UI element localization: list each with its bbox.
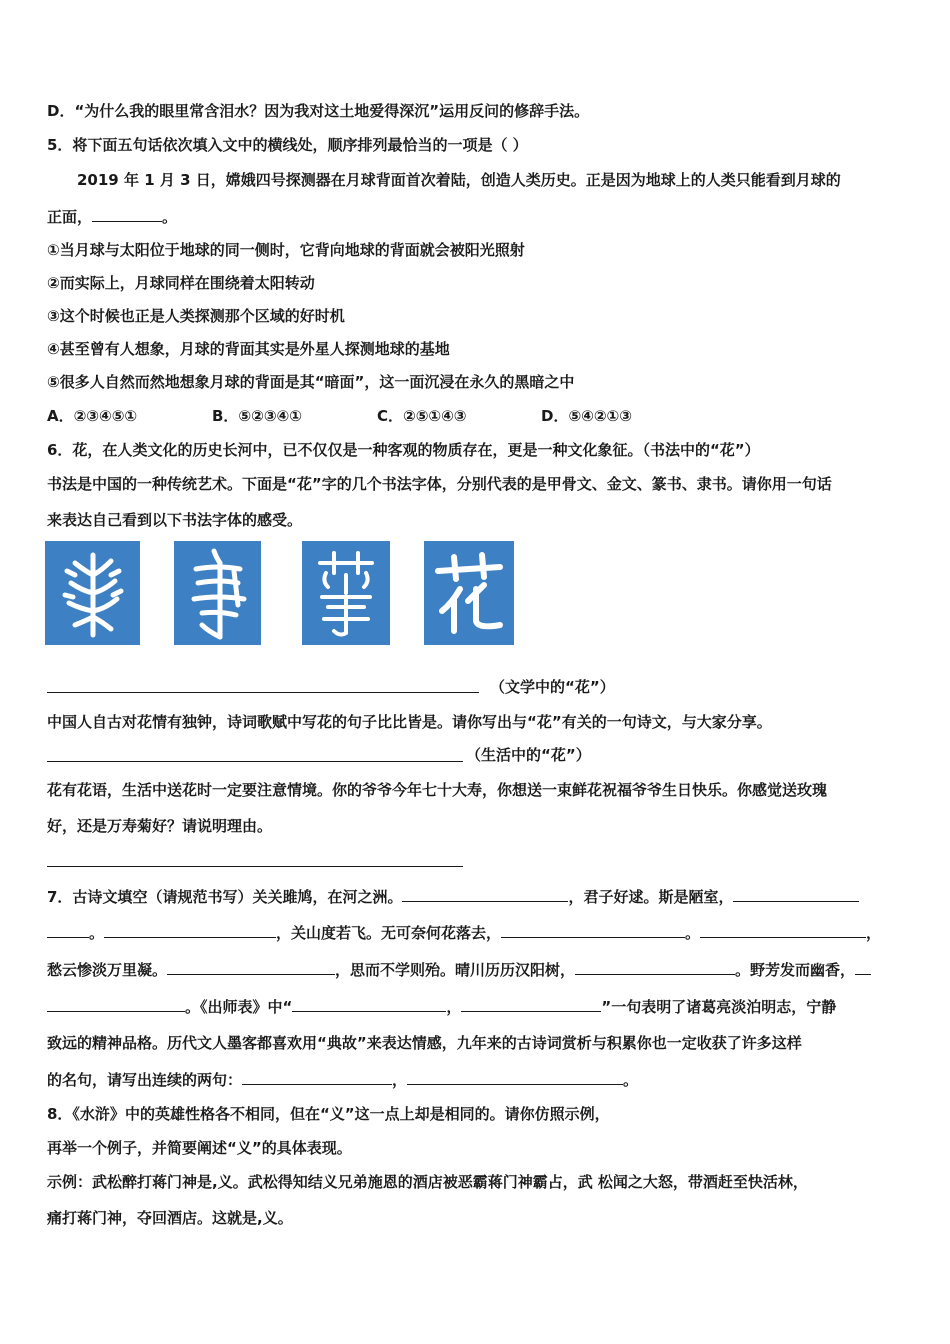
q5-sentence-2: ②而实际上，月球同样在围绕着太阳转动: [47, 274, 315, 292]
q7-l2-d: ，: [866, 924, 882, 942]
q7-l3-c: 。野芳发而幽香，: [735, 961, 856, 979]
q7-blank-10[interactable]: [461, 996, 601, 1012]
q8-stem: 8．《水浒》中的英雄性格各不相同，但在“义”这一点上却是相同的。请你仿照示例，: [47, 1105, 610, 1123]
q7-line5: 致远的精神品格。历代文人墨客都喜欢用“典故”来表达情感，九年来的古诗词赏析与积累你也一定收获了许多这样: [47, 1034, 802, 1052]
q5-option-b[interactable]: B．⑤②③④①: [212, 407, 302, 425]
q7-l3-a: 愁云惨淡万里凝。: [47, 961, 168, 979]
q5-option-c[interactable]: C．②⑤①④③: [377, 407, 467, 425]
oracle-bone-hua-image: [45, 541, 140, 645]
q5-sentence-4: ④甚至曾有人想象，月球的背面其实是外星人探测地球的基地: [47, 340, 450, 358]
q7-line4: [47, 996, 836, 1017]
q7-blank-3[interactable]: [104, 922, 276, 938]
bronze-hua-image: [174, 541, 261, 645]
q6-life-line1: 花有花语，生活中送花时一定要注意情境。你的爷爷今年七十大寿，你想送一束鲜花祝福爷爷生日快乐。你感觉送玫瑰: [47, 781, 828, 799]
q8-example-line1: 示例：武松醉打蒋门神是,义。武松得知结义兄弟施恩的酒店被恶霸蒋门神霸占，武 松闻之大怒，带酒赶至快活林，: [47, 1173, 808, 1191]
q6-life-answer-line[interactable]: [47, 866, 463, 867]
q7-l2-a: 。: [89, 924, 105, 942]
q4-option-d: D．“为什么我的眼里常含泪水？因为我对这土地爱得深沉”运用反问的修辞手法。: [47, 102, 590, 120]
q7-blank-2b[interactable]: [47, 922, 89, 938]
q5-passage-line2: [47, 206, 177, 227]
q7-l4-c: ”一句表明了诸葛亮淡泊明志，宁静: [601, 998, 837, 1016]
q6-calligraphy-line1: 书法是中国的一种传统艺术。下面是“花”字的几个书法字体，分别代表的是甲骨文、金文、篆书、隶书。请你用一句话: [47, 475, 832, 493]
q5-option-d[interactable]: D．⑤④②①③: [541, 407, 632, 425]
q6-life-line2: 好，还是万寿菊好？请说明理由。: [47, 817, 273, 835]
q7-blank-9[interactable]: [292, 996, 446, 1012]
bronze-hua-glyph: [174, 541, 261, 645]
clerical-script-hua-image: [424, 541, 514, 645]
q7-blank-1[interactable]: [402, 886, 568, 902]
q6-life-heading: （生活中的“花”）: [466, 746, 591, 764]
seal-script-hua-glyph: [302, 541, 390, 645]
q8-example-line2: 痛打蒋门神，夺回酒店。这就是,义。: [47, 1209, 293, 1227]
q7-l6-a: 的名句，请写出连续的两句：: [47, 1071, 243, 1089]
q6-literature-answer-line[interactable]: [47, 761, 463, 762]
q6-calligraphy-answer-line[interactable]: [47, 692, 479, 693]
q7-blank-8[interactable]: [855, 959, 871, 975]
q7-l1-b: ，君子好逑。斯是陋室，: [568, 888, 734, 906]
seal-script-hua-image: [302, 541, 390, 645]
q7-l2-c: 。: [685, 924, 701, 942]
q6-literature-heading: （文学中的“花”）: [490, 678, 615, 696]
q5-stem: 5．将下面五句话依次填入文中的横线处，顺序排列最恰当的一项是（ ）: [47, 136, 528, 154]
q5-sentence-3: ③这个时候也正是人类探测那个区域的好时机: [47, 307, 345, 325]
q5-blank[interactable]: [92, 206, 162, 222]
q5-option-a[interactable]: A．②③④⑤①: [47, 407, 138, 425]
q7-blank-2[interactable]: [733, 886, 859, 902]
q7-blank-5[interactable]: [700, 922, 866, 938]
q7-l3-b: ，思而不学则殆。晴川历历汉阳树，: [335, 961, 576, 979]
q5-passage-end: 。: [162, 208, 178, 226]
q7-blank-12[interactable]: [407, 1069, 623, 1085]
q7-blank-8b[interactable]: [47, 996, 185, 1012]
q7-blank-4[interactable]: [501, 922, 685, 938]
q7-blank-7[interactable]: [575, 959, 735, 975]
oracle-bone-hua-glyph: [45, 541, 140, 645]
q7-l4-a: 。《出师表》中“: [185, 998, 293, 1016]
q6-literature-text: 中国人自古对花情有独钟，诗词歌赋中写花的句子比比皆是。请你写出与“花”有关的一句诗文，与大家分享。: [47, 713, 772, 731]
clerical-script-hua-glyph: [424, 541, 514, 645]
q5-passage-start: 正面，: [47, 208, 93, 226]
q7-blank-11[interactable]: [242, 1069, 392, 1085]
q7-l2-b: ，关山度若飞。无可奈何花落去，: [276, 924, 502, 942]
q7-line2: [47, 922, 881, 943]
q7-line3: [47, 959, 871, 980]
q7-line1: [47, 886, 859, 907]
q6-stem: 6．花，在人类文化的历史长河中，已不仅仅是一种客观的物质存在，更是一种文化象征。（书法中的“花”）: [47, 441, 760, 459]
q5-sentence-5: ⑤很多人自然而然地想象月球的背面是其“暗面”，这一面沉浸在永久的黑暗之中: [47, 373, 575, 391]
q8-stem2: 再举一个例子，并简要阐述“义”的具体表现。: [47, 1139, 352, 1157]
q7-l1-a: 7．古诗文填空（请规范书写）关关雎鸠，在河之洲。: [47, 888, 403, 906]
q7-l6-b: ，: [392, 1071, 408, 1089]
q5-passage-line1: 2019 年 1 月 3 日，嫦娥四号探测器在月球背面首次着陆，创造人类历史。正是因为地球上的人类只能看到月球的: [77, 171, 841, 189]
q7-blank-6[interactable]: [167, 959, 335, 975]
q7-l4-b: ，: [446, 998, 462, 1016]
q5-sentence-1: ①当月球与太阳位于地球的同一侧时，它背向地球的背面就会被阳光照射: [47, 241, 525, 259]
q7-l6-c: 。: [623, 1071, 639, 1089]
q6-calligraphy-line2: 来表达自己看到以下书法字体的感受。: [47, 511, 303, 529]
q7-line6: [47, 1069, 638, 1090]
